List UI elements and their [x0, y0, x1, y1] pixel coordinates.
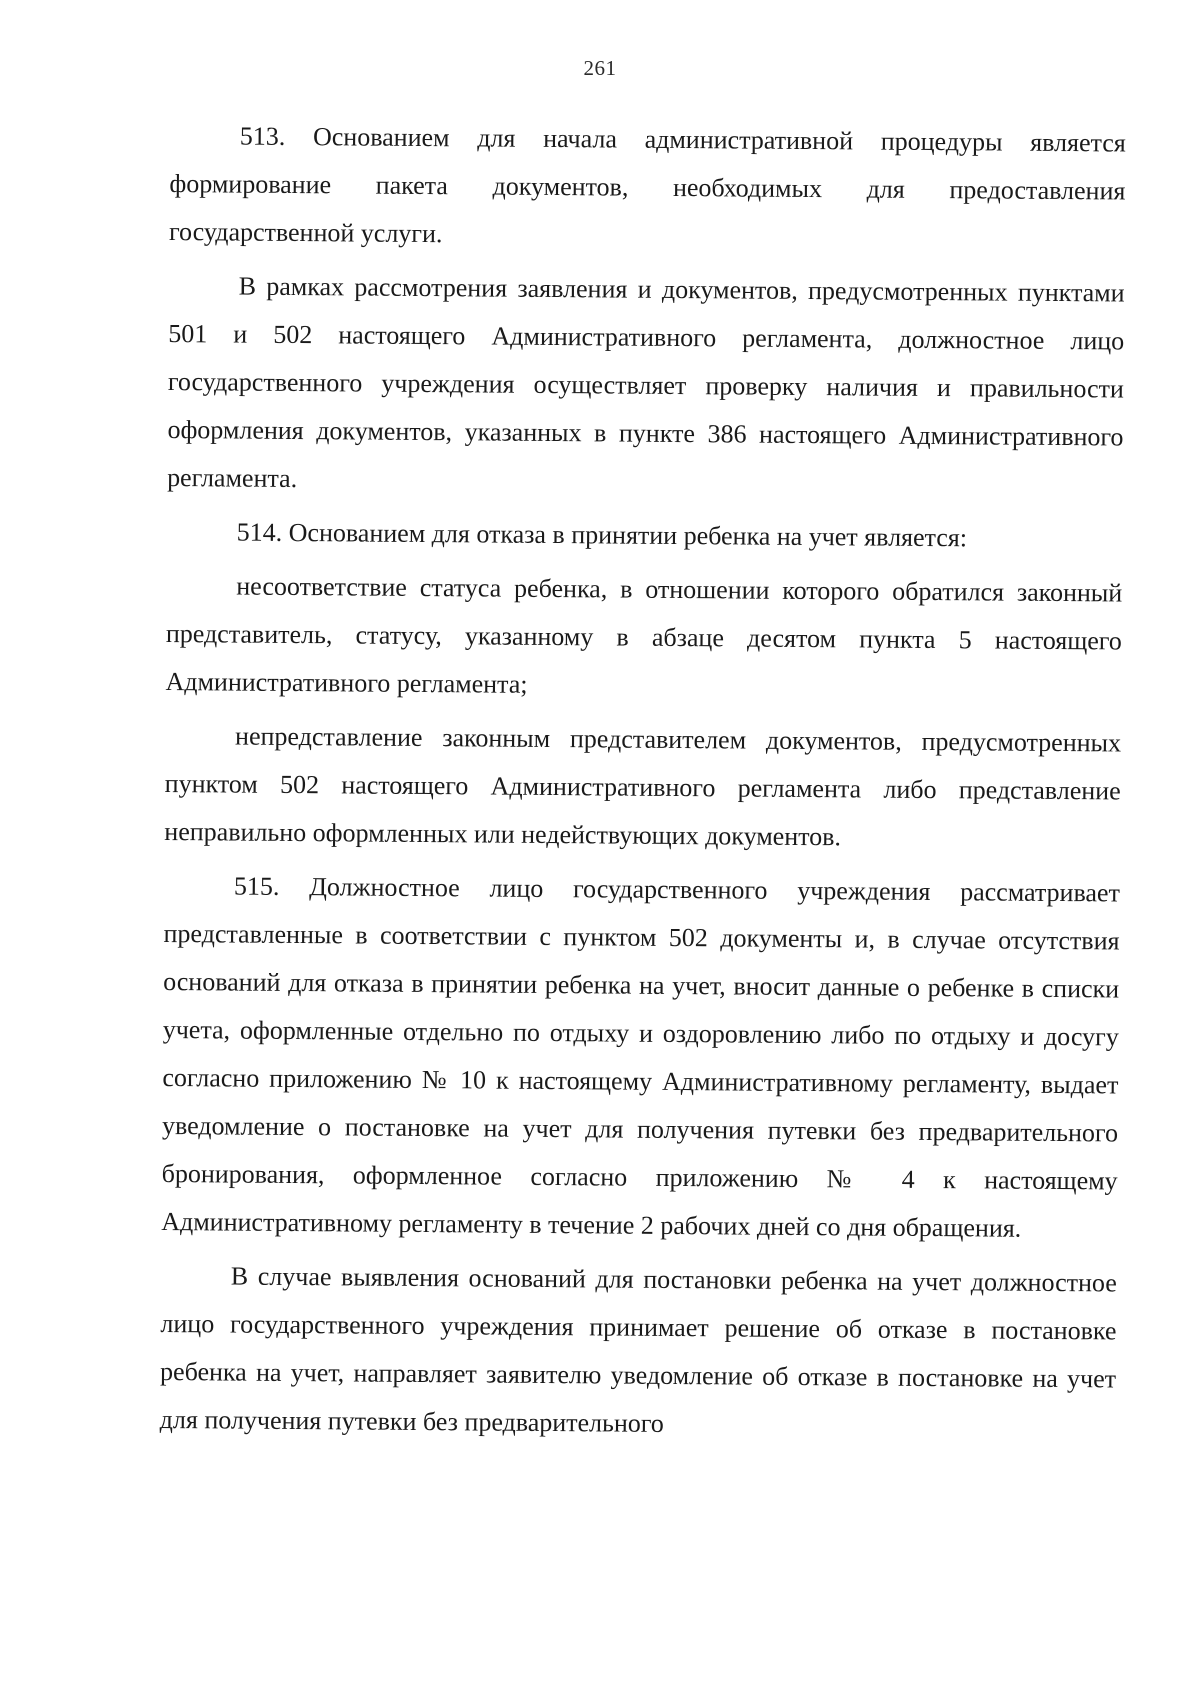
page-number: 261 — [583, 56, 617, 80]
paragraph-514-item-1: несоответствие статуса ребенка, в отношении которого обратился законный представитель, статусу, указанному в абзаце десятом пункта 5 настоящего Административного регламента; — [165, 571, 1123, 699]
paragraph-513: 513. Основанием для начала административной процедуры является формирование пакета документов, необходимых для предоставления государственной услуги. — [168, 121, 1126, 249]
paragraph-514-item-2: непредставление законным представителем документов, предусмотренных пунктом 502 настоящего Административного регламента либо представление неправильно оформленных или недействующих документов. — [164, 721, 1122, 852]
paragraph-513-review: В рамках рассмотрения заявления и документов, предусмотренных пунктами 501 и 502 настоящего Административного регламента, должностное лицо государственного учреждения осуществляет проверку наличия и правильности оформления документов, указанных в пункте 386 настоящего Административного регламента. — [167, 271, 1125, 494]
paragraph-515: 515. Должностное лицо государственного учреждения рассматривает представленные в соответствии с пунктом 502 документы и, в случае отсутствия оснований для отказа в принятии ребенка на учет, вносит данные о ребенке в списки учета, оформленные отдельно по отдыху и оздоровлению либо по отдыху и досугу согласно приложению № 10 к настоящему Административному регламенту, выдает уведомление о постановке на учет для получения путевки без предварительного бронирования, оформленное согласно приложению № 4 к настоящему Административному регламенту в течение 2 рабочих дней со дня обращения. — [161, 871, 1121, 1243]
paragraph-515-refusal: В случае выявления оснований для постановки ребенка на учет должностное лицо государственного учреждения принимает решение об отказе в постановке ребенка на учет, направляет заявителю уведомление об отказе в постановке на учет для получения путевки без предварительного — [159, 1261, 1117, 1438]
body-text — [159, 112, 1125, 1457]
paragraph-514: 514. Основанием для отказа в принятии ребенка на учет является: — [236, 517, 968, 553]
